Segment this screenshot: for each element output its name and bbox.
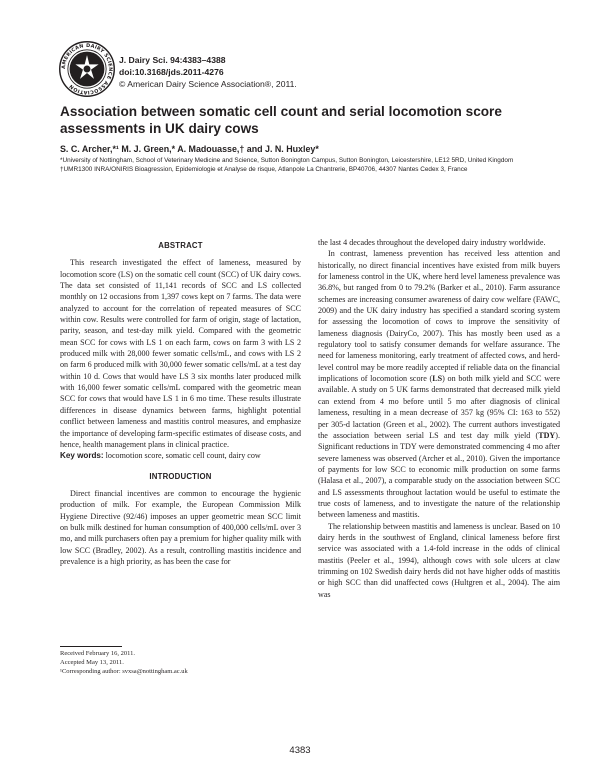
keywords-text: locomotion score, somatic cell count, dairy cow (103, 451, 261, 461)
page-number: 4383 (289, 745, 311, 756)
right-column (318, 237, 560, 600)
introduction-heading: INTRODUCTION (149, 471, 212, 481)
para2-part-a: In contrast, lameness prevention has received less attention and historically, no direct financial incentives have existed from milk buyers for lameness control in the UK, where herd level lameness prevalence was 36.8%, but ranged from 0 to 79.2% (Barker et al., 2010). Farm assurance schemes are increasing consumer awareness of dairy cow welfare (FAWC, 2009) and the UK dairy industry has specified a standard scoring system for assessing the locomotion of cows to improve the sensitivity of lameness diagnosis (DairyCo, 2007). This has mostly been used as a regulatory tool to satisfy consumer demands for welfare assurance. The need for lameness monitoring, early treatment of affected cows, and herd-level control may be more readily accepted if reliable data on the financial implications of locomotion score ( (318, 249, 560, 384)
keywords-label: Key words: (60, 451, 104, 461)
accepted-date: Accepted May 13, 2011. (60, 659, 124, 666)
tdy-abbrev: TDY (538, 430, 556, 440)
corresponding-author[interactable]: ¹Corresponding author: svxsa@nottingham.ac.uk (60, 668, 188, 675)
article-title: Association between somatic cell count and serial locomotion score assessments in UK dairy cows (60, 104, 502, 136)
para2-part-c: ). Significant reductions in TDY were demonstrated commencing 4 mo after severe lameness was observed (Archer et al., 2010). Given the importance of payments for low SCC to economic milk production on some farms (Halasa et al., 2007), a comparable study on the association between SCC and LS assessments throughout lactation would be useful to estimate the true costs of lameness, and to investigate the nature of the relationship between lameness and mastitis. (318, 430, 560, 520)
affiliation-inra: †UMR1300 INRA/ONIRIS Bioagression, Epidemiologie et Analyse de risque, Atlanpole La Chantrerie, BP40706, 44307 Nantes Cedex 3, France (60, 166, 468, 174)
introduction-text: Direct financial incentives are common to encourage the hygienic production of milk. For example, the European Commission Milk Hygiene Directive (92/46) imposes an upper geometric mean SCC limit on bulk milk destined for human consumption of 400,000 cells/mL over 3 mo, and milk purchasers often pay a premium for higher quality milk with low SCC (Bradley, 2002). As a result, controlling mastitis incidence and prevalence is a high priority, as has been the case for (60, 488, 301, 566)
ls-abbrev: LS (432, 374, 443, 384)
right-para-2 (318, 248, 560, 520)
right-para-1: the last 4 decades throughout the developed dairy industry worldwide. (318, 238, 546, 247)
received-date: Received February 16, 2011. (60, 650, 136, 657)
para2-part-b: ) on both milk yield and SCC were available. A study on 5 UK farms demonstrated that decreased milk yield can extend from 4 mo before until 5 mo after diagnosis of clinical lameness, resulting in a mean decrease of 357 kg (95% CI: 163 to 552) per 305-d lactation (Green et al., 2002). The current authors investigated the association between serial LS and test day milk yield ( (318, 374, 560, 440)
ads-association-seal (58, 40, 116, 98)
abstract-heading: ABSTRACT (158, 241, 203, 250)
right-para-3: The relationship between mastitis and lameness is unclear. Based on 10 dairy herds in the southwest of England, clinical lameness before first service was associated with a 1.4-fold increase in the odds of clinical mastitis (Peeler et al., 1994), although cows with sole ulcers at claw trimming on 102 Swedish dairy herds did not have higher odds of mastitis or high SCC than did unaffected cows (Hultgren et al., 2004). The aim was (318, 521, 560, 599)
copyright: © American Dairy Science Association®, 2011. (119, 79, 297, 90)
affiliations (60, 156, 550, 175)
keywords (60, 450, 301, 461)
left-column (60, 237, 301, 567)
journal-meta (119, 54, 297, 91)
affiliation-nottingham: *University of Nottingham, School of Veterinary Medicine and Science, Sutton Bonington Campus, Sutton Bonington, Leicestershire, LE12 5RD, United Kingdom (60, 157, 514, 164)
abstract-text: This research investigated the effect of lameness, measured by locomotion score (LS) on the somatic cell count (SCC) of UK dairy cows. The data set consisted of 11,141 records of SCC and LS collected monthly on 12 occasions from 1,397 cows kept on 7 farms. The data were analyzed to account for the correlation of repeated measures of SCC within cow. Results were controlled for farm of origin, stage of lactation, parity, season, and test-day milk yield. Compared with the geometric mean SCC for cows with LS 1 on each farm, cows on farm 3 with LS 2 produced milk with 28,000 fewer somatic cells/mL, and cows with LS 2 on farm 6 produced milk with 30,000 fewer somatic cells/mL at a test day within 10 d. Cows that would have LS 3 six months later produced milk with 16,000 fewer somatic cells/mL compared with the geometric mean SCC for cows that would have LS 1 in 6 mo time. These results illustrate differences in disease dynamics between farms, highlight potential conflict between lameness and mastitis control measures, and emphasize the importance of developing farm-specific estimates of disease costs, and hence, health management plans in clinical practice. (60, 258, 301, 449)
article-authors: S. C. Archer,*¹ M. J. Green,* A. Madouasse,† and J. N. Huxley* (60, 144, 319, 154)
journal-citation: J. Dairy Sci. 94:4383–4388 (119, 55, 226, 65)
doi[interactable]: doi:10.3168/jds.2011-4276 (119, 67, 224, 78)
footnote-rule (60, 646, 122, 647)
svg-text:AMERICAN DAIRY SCIENCE ASSOCIA: AMERICAN DAIRY SCIENCE ASSOCIATION (60, 42, 114, 96)
footnotes (60, 649, 188, 676)
